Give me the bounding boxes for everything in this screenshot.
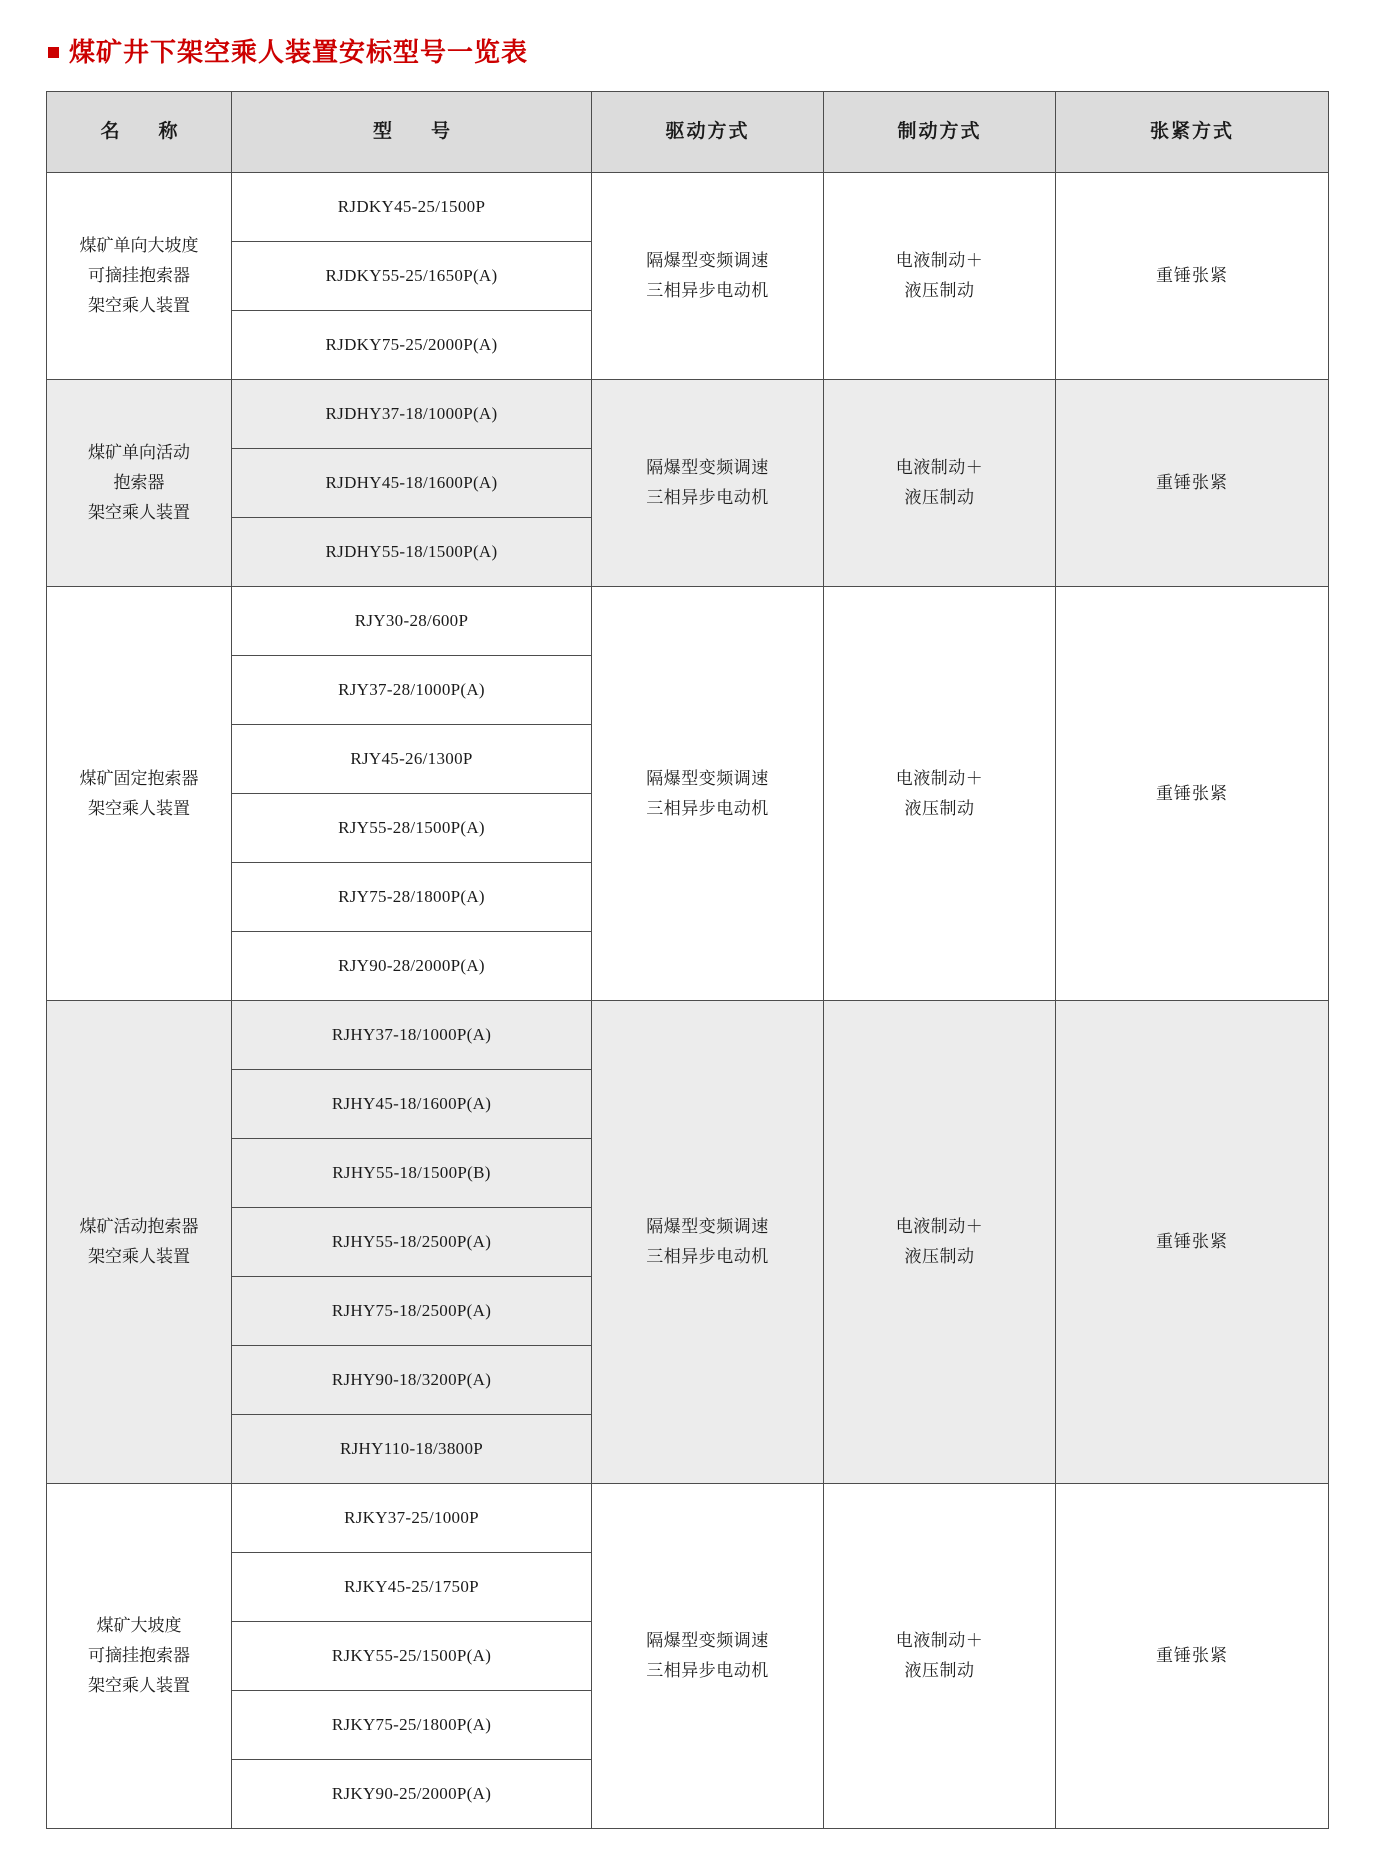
model-cell: RJDHY45-18/1600P(A) xyxy=(232,449,592,518)
brake-type-cell xyxy=(824,587,1056,1001)
table-row xyxy=(47,1001,1329,1070)
drive-type-cell xyxy=(592,587,824,1001)
brake-type-line: 电液制动＋ xyxy=(895,251,984,271)
column-header-drive: 驱动方式 xyxy=(592,92,824,173)
model-cell: RJY30-28/600P xyxy=(232,587,592,656)
drive-type-line: 隔爆型变频调速 xyxy=(646,1217,769,1237)
model-cell: RJKY55-25/1500P(A) xyxy=(232,1622,592,1691)
page-title xyxy=(48,32,1329,69)
model-cell: RJDHY55-18/1500P(A) xyxy=(232,518,592,587)
brake-type-cell xyxy=(824,380,1056,587)
model-cell: RJKY45-25/1750P xyxy=(232,1553,592,1622)
product-name-cell xyxy=(47,173,232,380)
model-cell: RJDKY45-25/1500P xyxy=(232,173,592,242)
model-cell: RJDKY75-25/2000P(A) xyxy=(232,311,592,380)
product-name-cell xyxy=(47,587,232,1001)
product-name-line: 架空乘人装置 xyxy=(88,1675,190,1695)
drive-type-line: 隔爆型变频调速 xyxy=(646,251,769,271)
drive-type-line: 三相异步电动机 xyxy=(646,798,769,818)
table-row xyxy=(47,1484,1329,1553)
header-row xyxy=(47,92,1329,173)
model-cell: RJY75-28/1800P(A) xyxy=(232,863,592,932)
product-name-line: 架空乘人装置 xyxy=(88,798,190,818)
brake-type-line: 液压制动 xyxy=(904,1661,975,1680)
model-cell: RJY90-28/2000P(A) xyxy=(232,932,592,1001)
product-name-cell xyxy=(47,1484,232,1829)
drive-type-cell xyxy=(592,173,824,380)
product-name-line: 架空乘人装置 xyxy=(88,295,190,315)
model-cell: RJY37-28/1000P(A) xyxy=(232,656,592,725)
drive-type-cell xyxy=(592,1001,824,1484)
table-body xyxy=(47,173,1329,1829)
column-header-model: 型 号 xyxy=(232,92,592,173)
column-header-name: 名 称 xyxy=(47,92,232,173)
tension-type-cell: 重锤张紧 xyxy=(1056,380,1329,587)
table-header xyxy=(47,92,1329,173)
tension-type-cell: 重锤张紧 xyxy=(1056,173,1329,380)
brake-type-line: 电液制动＋ xyxy=(895,1217,984,1237)
model-cell: RJHY37-18/1000P(A) xyxy=(232,1001,592,1070)
model-cell: RJHY45-18/1600P(A) xyxy=(232,1070,592,1139)
model-cell: RJHY55-18/1500P(B) xyxy=(232,1139,592,1208)
brake-type-line: 液压制动 xyxy=(904,281,975,300)
brake-type-cell xyxy=(824,1484,1056,1829)
tension-type-cell: 重锤张紧 xyxy=(1056,1001,1329,1484)
model-cell: RJKY90-25/2000P(A) xyxy=(232,1760,592,1829)
model-cell: RJKY37-25/1000P xyxy=(232,1484,592,1553)
tension-type-cell: 重锤张紧 xyxy=(1056,1484,1329,1829)
bullet-icon xyxy=(48,47,59,58)
column-header-tension: 张紧方式 xyxy=(1056,92,1329,173)
model-cell: RJDKY55-25/1650P(A) xyxy=(232,242,592,311)
drive-type-line: 三相异步电动机 xyxy=(646,1247,769,1266)
brake-type-line: 电液制动＋ xyxy=(895,1631,984,1651)
product-name-line: 煤矿活动抱索器 xyxy=(79,1217,199,1237)
product-name-cell xyxy=(47,380,232,587)
model-cell: RJHY55-18/2500P(A) xyxy=(232,1208,592,1277)
spec-table xyxy=(46,91,1329,1829)
product-name-line: 煤矿大坡度 xyxy=(96,1616,182,1636)
product-name-line: 可摘挂抱索器 xyxy=(88,266,190,286)
tension-type-cell: 重锤张紧 xyxy=(1056,587,1329,1001)
product-name-line: 架空乘人装置 xyxy=(88,1247,190,1266)
product-name-line: 可摘挂抱索器 xyxy=(88,1646,190,1666)
brake-type-line: 电液制动＋ xyxy=(895,458,984,478)
product-name-line: 煤矿固定抱索器 xyxy=(79,768,199,788)
product-name-line: 煤矿单向活动 xyxy=(88,443,190,463)
brake-type-line: 液压制动 xyxy=(904,488,975,507)
product-name-cell xyxy=(47,1001,232,1484)
model-cell: RJKY75-25/1800P(A) xyxy=(232,1691,592,1760)
drive-type-line: 三相异步电动机 xyxy=(646,488,769,507)
drive-type-cell xyxy=(592,380,824,587)
drive-type-line: 三相异步电动机 xyxy=(646,281,769,300)
brake-type-line: 液压制动 xyxy=(904,798,975,818)
column-header-brake: 制动方式 xyxy=(824,92,1056,173)
brake-type-line: 液压制动 xyxy=(904,1247,975,1266)
drive-type-cell xyxy=(592,1484,824,1829)
page-title-text: 煤矿井下架空乘人装置安标型号一览表 xyxy=(69,37,529,67)
product-name-line: 煤矿单向大坡度 xyxy=(79,236,199,256)
drive-type-line: 隔爆型变频调速 xyxy=(646,1631,769,1651)
brake-type-cell xyxy=(824,1001,1056,1484)
brake-type-line: 电液制动＋ xyxy=(895,768,984,788)
model-cell: RJHY75-18/2500P(A) xyxy=(232,1277,592,1346)
table-row xyxy=(47,173,1329,242)
model-cell: RJHY110-18/3800P xyxy=(232,1415,592,1484)
table-row xyxy=(47,380,1329,449)
drive-type-line: 隔爆型变频调速 xyxy=(646,768,769,788)
drive-type-line: 隔爆型变频调速 xyxy=(646,458,769,478)
model-cell: RJY55-28/1500P(A) xyxy=(232,794,592,863)
product-name-line: 抱索器 xyxy=(113,473,165,493)
drive-type-line: 三相异步电动机 xyxy=(646,1661,769,1680)
model-cell: RJY45-26/1300P xyxy=(232,725,592,794)
product-name-line: 架空乘人装置 xyxy=(88,502,190,522)
model-cell: RJHY90-18/3200P(A) xyxy=(232,1346,592,1415)
brake-type-cell xyxy=(824,173,1056,380)
table-row xyxy=(47,587,1329,656)
model-cell: RJDHY37-18/1000P(A) xyxy=(232,380,592,449)
